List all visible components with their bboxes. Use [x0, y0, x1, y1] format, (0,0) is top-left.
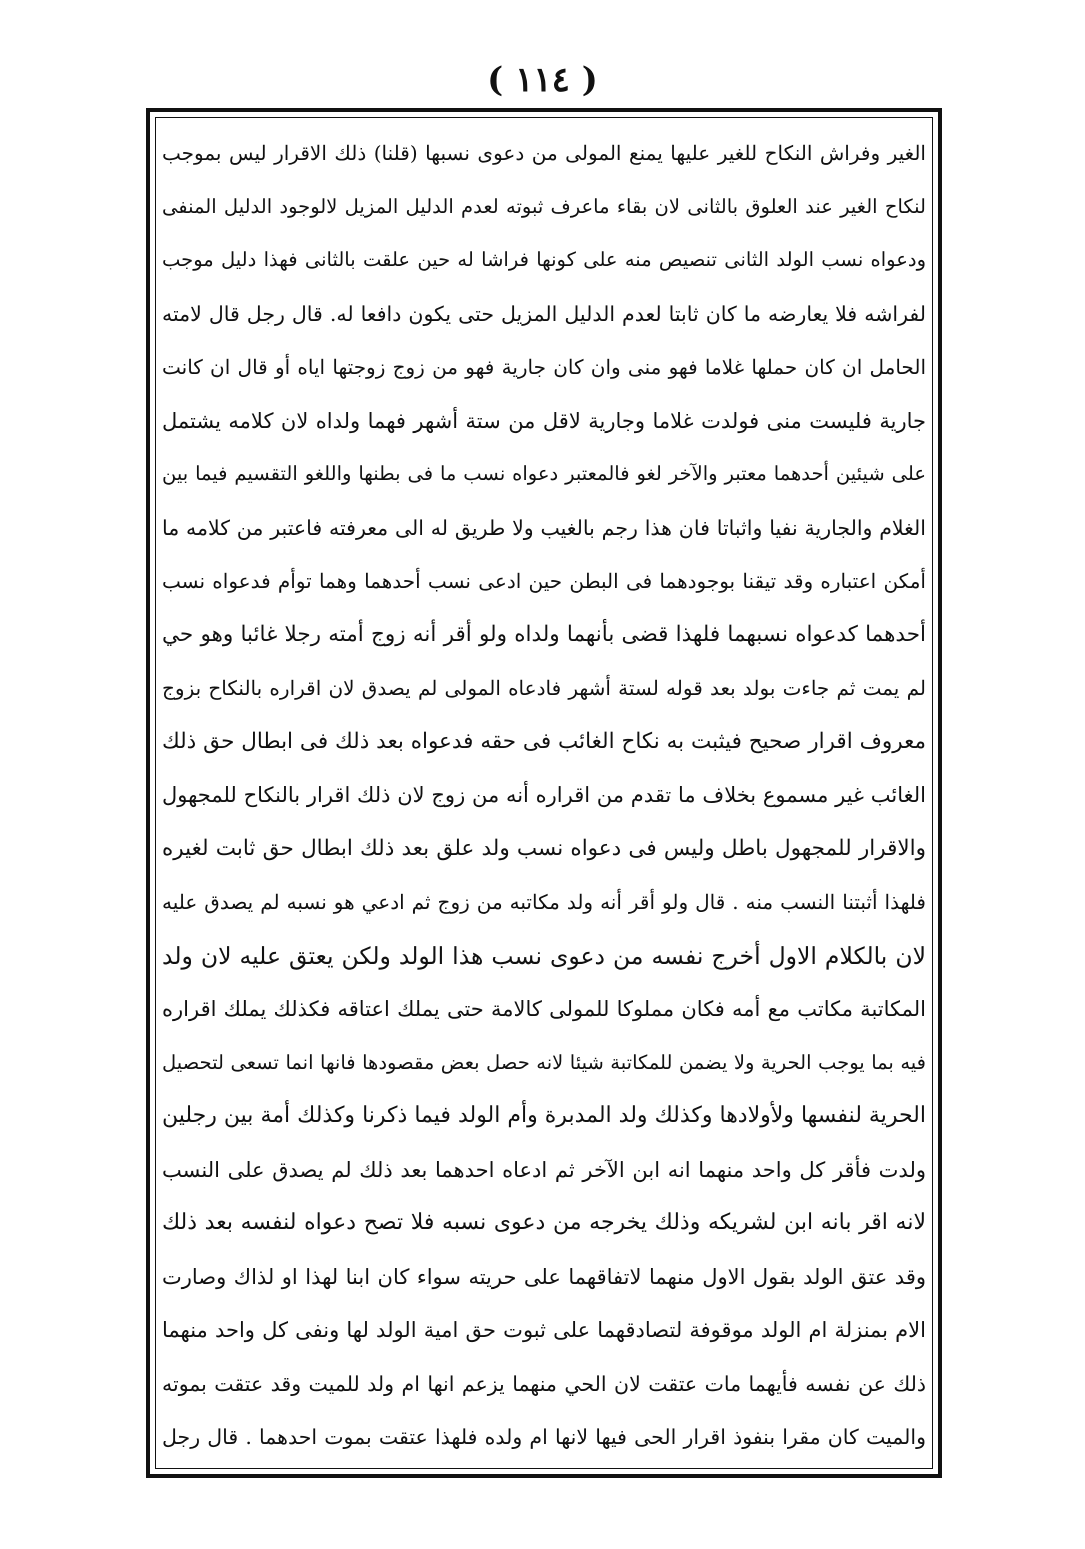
text-line: والميت كان مقرا بنفوذ اقرار الحى فيها لانها ام ولده فلهذا عتقت بموت احدهما . قال رجل — [162, 1425, 926, 1449]
text-line: لانه اقر بانه ابن لشريكه وذلك يخرجه من دعوى نسبه فلا تصح دعواه لنفسه بعد ذلك — [162, 1210, 926, 1235]
text-line: ذلك عن نفسه فأيهما مات عتقت لان الحي منهما يزعم انها ام ولد للميت وقد عتقت بموته — [162, 1371, 926, 1396]
text-line: الغير وفراش النكاح للغير عليها يمنع المولى من دعوى نسبها (قلنا) ذلك الاقرار ليس بموجب — [162, 141, 926, 165]
text-line: معروف اقرار صحيح فيثبت به نكاح الغائب فى حقه فدعواه بعد ذلك فى ابطال حق ذلك — [162, 728, 926, 754]
text-line: الغائب غير مسموع بخلاف ما تقدم من اقراره أنه من زوج لان ذلك اقرار بالنكاح للمجهول — [162, 783, 926, 807]
text-line: لم يمت ثم جاءت بولد بعد قوله لستة أشهر فادعاه المولى لم يصدق لان اقراره بالنكاح بزوج — [162, 676, 926, 700]
text-line: الام بمنزلة ام الولد موقوفة لتصادقهما على ثبوت حق امية الولد لها ونفى كل واحد منهما — [162, 1318, 926, 1342]
text-line: الحامل ان كان حملها غلاما فهو منى وان كان جارية فهو من زوج زوجتها اياه أو قال ان كانت — [162, 355, 926, 379]
text-line: على شيئين أحدهما معتبر والآخر لغو فالمعتبر دعواه نسب ما فى بطنها واللغو التقسيم فيما بين — [162, 462, 926, 485]
text-line: أحدهما كدعواه نسبهما فلهذا قضى بأنهما ولداه ولو أقر أنه زوج أمته رجلا غائبا وهو حي — [162, 621, 926, 647]
text-line: الغلام والجارية نفيا واثباتا فان هذا رجم بالغيب ولا طريق له الى معرفته فاعتبر من كلامه ما — [162, 515, 926, 540]
text-line: وقد عتق الولد بقول الاول منهما لاتفاقهما على حريته سواء كان ابنا لهذا او لذاك وصارت — [162, 1264, 926, 1289]
text-line: جارية فليست منى فولدت غلاما وجارية لاقل من ستة أشهر فهما ولداه لان كلامه يشتمل — [162, 408, 926, 433]
text-line: المكاتبة مكاتب مع أمه فكان مملوكا للمولى كالامة حتى يملك اعتاقه فكذلك يملك اقراره — [162, 997, 926, 1021]
text-line: لفراشه فلا يعارضه ما كان ثابتا لعدم الدليل المزيل حتى يكون دافعا له. قال رجل قال لامته — [162, 301, 926, 326]
text-line: أمكن اعتباره وقد تيقنا بوجودهما فى البطن حين ادعى نسب أحدهما وهما توأم فدعواه نسب — [162, 569, 926, 593]
page-number: ( ١١٤ ) — [487, 60, 598, 100]
text-line: لنكاح الغير عند العلوق بالثانى لان بقاء ماعرف ثبوته لعدم الدليل المزيل لالوجود الدليل المنفى — [162, 194, 926, 218]
text-line: فيه بما يوجب الحرية ولا يضمن للمكاتبة شيئا لانه حصل بعض مقصودها فانها انما تسعى لتحصيل — [162, 1050, 926, 1074]
text-line: فلهذا أثبتنا النسب منه . قال ولو أقر أنه ولد مكاتبه من زوج ثم ادعي هو نسبه لم يصدق عليه — [162, 890, 926, 914]
text-line: الحرية لنفسها ولأولادها وكذلك ولد المدبرة وأم الولد فيما ذكرنا وكذلك أمة بين رجلين — [162, 1103, 926, 1128]
text-line: والاقرار للمجهول باطل وليس فى دعواه نسب ولد علق بعد ذلك ابطال حق ثابت لغيره — [162, 835, 926, 861]
text-line: ولدت فأقر كل واحد منهما انه ابن الآخر ثم ادعاه احدهما بعد ذلك لم يصدق على النسب — [162, 1157, 926, 1182]
text-line: ودعواه نسب الولد الثانى تنصيص منه على كونها فراشا له حين علقت بالثانى فهذا دليل موجب — [162, 248, 926, 271]
text-body — [162, 128, 926, 1462]
text-line: لان بالكلام الاول أخرج نفسه من دعوى نسب هذا الولد ولكن يعتق عليه لان ولد — [162, 941, 926, 970]
